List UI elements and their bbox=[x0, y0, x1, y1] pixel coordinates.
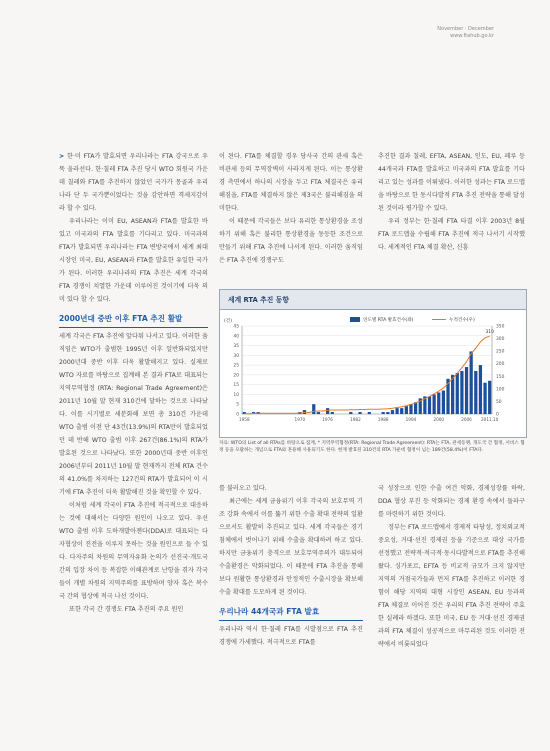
x-tick-label: 1976 bbox=[322, 417, 333, 422]
line-end-label: 310 bbox=[485, 330, 494, 336]
article-column-3-lower bbox=[378, 482, 525, 651]
bar bbox=[409, 404, 412, 414]
bar bbox=[483, 383, 486, 414]
chart-source-note: 자료: WTO의 List of all RTAs를 바탕으로 집계, * 지역무역협정(RTA: Regional Trade Agreement): RTA는 FTA, 관세동맹, 개도국 간 협정, 서비스 협정 등을 포괄하는 개념으로 FTA와 혼용해 사용되기도 한다. 현재 발효된 310건의 RTA 가운데 협정이 넘는 189건(58.4%)이 FTA다. bbox=[219, 441, 525, 453]
y-right-tick-label: 300 bbox=[496, 337, 505, 343]
bar bbox=[317, 412, 320, 414]
y-right-tick-label: 50 bbox=[496, 399, 502, 405]
bar bbox=[382, 412, 385, 414]
x-tick-label: 1970 bbox=[294, 417, 306, 422]
bar bbox=[428, 396, 431, 414]
bar bbox=[405, 406, 408, 414]
x-tick-label: 1982 bbox=[350, 417, 361, 422]
bar bbox=[312, 404, 315, 414]
x-tick-label: 2011.10 bbox=[481, 417, 499, 422]
bar bbox=[456, 373, 459, 414]
bar bbox=[400, 408, 403, 414]
y-left-tick-label: 45 bbox=[233, 324, 239, 330]
article-column-2-lower bbox=[219, 482, 363, 649]
x-tick-label: 1988 bbox=[377, 417, 389, 422]
bar bbox=[349, 412, 352, 414]
paragraph: 세계 각국은 FTA 추진에 앞다퉈 나서고 있다. 이러한 움직임은 WTO가 출범한 1995년 이후 일반화되었지만 2000년대 중반 이후 더욱 활발해지고 있다. 실제로 WTO 자료를 바탕으로 집계해 본 결과 FTA로 대표되는 지역무역협정 (RTA: Regional Trade Agreement)은 2011년 10월 말 현재 310건에 달하는 것으로 나타났다. 이를 시기별로 세분화해 보면 총 310건 가운데 WTO 출범 이전 단 43건(13.9%)의 RTA만이 발효되었던 데 반해 WTO 출범 이후 267건(86.1%)의 RTA가 발효된 것으로 나타났다. 또한 2000년대 중반 이후인 2006년부터 2011년 10월 말 현재까지 전체 RTA 건수의 41.0%를 차지하는 127건의 RTA가 발효되어 이 시기에 FTA 추진이 더욱 활발해진 것을 확인할 수 있다. bbox=[59, 333, 208, 496]
paragraph: 국 성장으로 인한 수출 여건 악화, 경제성장률 하락, DDA 협상 부진 등 악화되는 경제 환경 속에서 돌파구를 마련하기 위한 것이다. bbox=[378, 485, 525, 518]
x-tick-label: 1958 bbox=[238, 417, 250, 422]
bar bbox=[451, 375, 454, 414]
bar bbox=[386, 412, 389, 414]
x-tick-label: 2006 bbox=[461, 417, 472, 422]
y-right-tick-label: 200 bbox=[496, 362, 505, 368]
article-column-2 bbox=[219, 150, 363, 267]
article-column-1 bbox=[59, 150, 208, 616]
bar bbox=[488, 381, 491, 414]
bar bbox=[326, 408, 329, 414]
bar bbox=[460, 371, 463, 414]
section-heading: 2000년대 중반 이후 FTA 추진 활발 bbox=[59, 312, 208, 328]
issue-label: November · December bbox=[437, 26, 494, 32]
y-right-tick-label: 100 bbox=[496, 387, 505, 393]
paragraph: 이 된다. FTA를 체결할 경우 당사국 간의 관세 혹은 비관세 등의 무역장벽이 사라지게 된다. 이는 통상환경 측면에서 하나의 시장을 두고 FTA 체결국은 유리해짐을, FTA를 체결하지 않은 제3국은 불리해짐을 의미한다. bbox=[219, 153, 363, 212]
chart-title: 세계 RTA 추진 동향 bbox=[220, 290, 526, 310]
bar bbox=[331, 412, 334, 414]
paragraph: 이 때문에 각국들은 보다 유리한 통상환경을 조성하기 위해 혹은 불리한 통상환경을 동등한 조건으로 만들기 위해 FTA 추진에 나서게 된다. 이러한 움직임은 FTA 추진에 경쟁구도 bbox=[219, 218, 363, 264]
paragraph: 최근에는 세계 금융위기 이후 각국의 보호무역 기조 강화 속에서 이를 뚫기 위한 수출 확대 전략의 일환으로서도 활발히 추진되고 있다. 세계 각국들은 경기침체에서 벗어나기 위해 수출을 확대하려 하고 있다. 하지만 금융위기 충격으로 보호무역주의가 대두되어 수출환경은 악화되었다. 이 때문에 FTA 추진을 통해 보다 원활한 통상환경과 안정적인 수출시장을 확보해 수출 확대를 도모하게 된 것이다. bbox=[219, 498, 363, 596]
section-heading: 우리나라 44개국과 FTA 발효 bbox=[219, 605, 363, 621]
y-right-tick-label: 0 bbox=[496, 412, 499, 418]
article-column-3 bbox=[378, 150, 525, 254]
y-left-tick-label: 15 bbox=[233, 383, 239, 389]
bar bbox=[433, 394, 436, 414]
bar bbox=[358, 412, 361, 414]
y-left-tick-label: 25 bbox=[233, 363, 239, 369]
paragraph: 우리나라는 이미 EU, ASEAN과 FTA를 발효한 바 있고 미국과의 FTA 발효를 기다리고 있다. 미국과의 FTA가 발효되면 우리나라는 FTA 변방국에서 세계 최대 시장인 미국, EU, ASEAN과 FTA를 발효한 유일한 국가가 된다. 이러한 우리나라의 FTA 추진은 세계 각국의 FTA 경쟁이 치열한 가운데 이루어진 것이기에 더욱 의미 있다 할 수 있다. bbox=[59, 218, 208, 303]
bar bbox=[479, 365, 482, 414]
bar bbox=[465, 367, 468, 414]
bar bbox=[474, 371, 477, 414]
y-left-tick-label: 10 bbox=[233, 392, 239, 398]
x-tick-label: 1994 bbox=[405, 417, 417, 422]
y-left-tick-label: 30 bbox=[233, 353, 239, 359]
y-left-tick-label: 40 bbox=[233, 334, 239, 340]
paragraph: 정부는 FTA 로드맵에서 경제적 타당성, 정치외교적 중요성, 거대·선진 경제권 등을 기준으로 대상 국가를 선정했고 전략적·적극적·동시다발적으로 FTA를 추진해 왔다. 싱가포르, EFTA 등 비교적 규모가 크지 않지만 지역의 거점국가들과 먼저 FTA를 추진하고 이러한 경험이 해당 지역의 대형 시장인 ASEAN, EU 등과의 FTA 체결로 이어진 것은 우리의 FTA 추진 전략이 주효한 실례라 하겠다. 또한 미국, EU 등 거대·선진 경제권과의 FTA 체결이 성공적으로 마무리된 것도 이러한 전략에서 비롯되었다 bbox=[378, 524, 525, 648]
y-right-tick-label: 250 bbox=[496, 349, 505, 355]
arrow-icon: > bbox=[59, 153, 67, 160]
paragraph: 우리 정부는 한·칠레 FTA 타결 이후 2003년 8월 FTA 로드맵을 수립해 FTA 추진에 적극 나서기 시작했다. 세계적인 FTA 체결 확산, 신흥 bbox=[378, 218, 525, 251]
x-tick-label: 2000 bbox=[433, 417, 445, 422]
left-axis-unit: (건) bbox=[224, 319, 233, 324]
bar bbox=[368, 412, 371, 414]
paragraph: 를 불러오고 있다. bbox=[219, 485, 267, 492]
rta-chart bbox=[220, 310, 526, 436]
paragraph: 이처럼 세계 각국이 FTA 추진에 적극적으로 대응하는 것에 대해서는 다양한 원인이 나오고 있다. 우선 WTO 출범 이후 도하개발아젠다(DDA)로 대표되는 다자협상이 진전을 이루지 못하는 것을 원인으로 들 수 있다. 다자주의 차원의 무역자유화 논의가 선진국·개도국 간의 입장 차이 등 복잡한 이해관계로 난항을 겪자 각국들이 개별 차원의 지역주의를 표방하며 양자 혹은 복수국 간의 협상에 적극 나선 것이다. bbox=[59, 502, 208, 600]
paragraph: 또한 각국 간 경쟁도 FTA 추진의 주요 원인 bbox=[69, 606, 184, 613]
y-right-tick-label: 350 bbox=[496, 324, 505, 330]
bar bbox=[437, 392, 440, 414]
legend-line-label: 누적건수(우) bbox=[449, 318, 475, 323]
bar bbox=[442, 391, 445, 414]
site-url: www.ftahub.go.kr bbox=[450, 33, 494, 39]
y-left-tick-label: 20 bbox=[233, 373, 239, 379]
y-right-tick-label: 150 bbox=[496, 374, 505, 380]
legend-bar-label: 연도별 RTA 발효건수(좌) bbox=[363, 318, 414, 323]
y-left-tick-label: 0 bbox=[236, 412, 239, 418]
bar bbox=[391, 410, 394, 414]
paragraph: 우리나라 역시 한·칠레 FTA를 시발점으로 FTA 추진 경쟁에 가세했다. 적극적으로 FTA를 bbox=[219, 626, 363, 646]
page-header bbox=[437, 26, 494, 40]
paragraph: 추진한 결과 칠레, EFTA, ASEAN, 인도, EU, 페루 등 44개국과 FTA를 발효하고 미국과의 FTA 발효를 기다리고 있는 성과를 이뤄냈다. 이러한 성과는 FTA 로드맵을 바탕으로 한 동시다발적 FTA 추진 전략을 통해 달성된 것이라 평가할 수 있다. bbox=[378, 153, 525, 212]
y-left-tick-label: 5 bbox=[236, 402, 239, 408]
bar bbox=[470, 351, 473, 414]
chart-box bbox=[219, 289, 527, 438]
legend-bar-swatch bbox=[350, 317, 360, 322]
bar bbox=[414, 402, 417, 414]
bar bbox=[395, 408, 398, 414]
y-left-tick-label: 35 bbox=[233, 344, 239, 350]
paragraph: 한·미 FTA가 발효되면 우리나라는 FTA 강국으로 우뚝 올라선다. 한·칠레 FTA 추진 당시 WTO 회원국 가운데 칠레와 FTA를 추진하지 않았던 국가가 몽골과 우리나라 단 두 국가뿐이었다는 것을 감안하면 격세지감이라 할 수 있다. bbox=[59, 153, 209, 212]
